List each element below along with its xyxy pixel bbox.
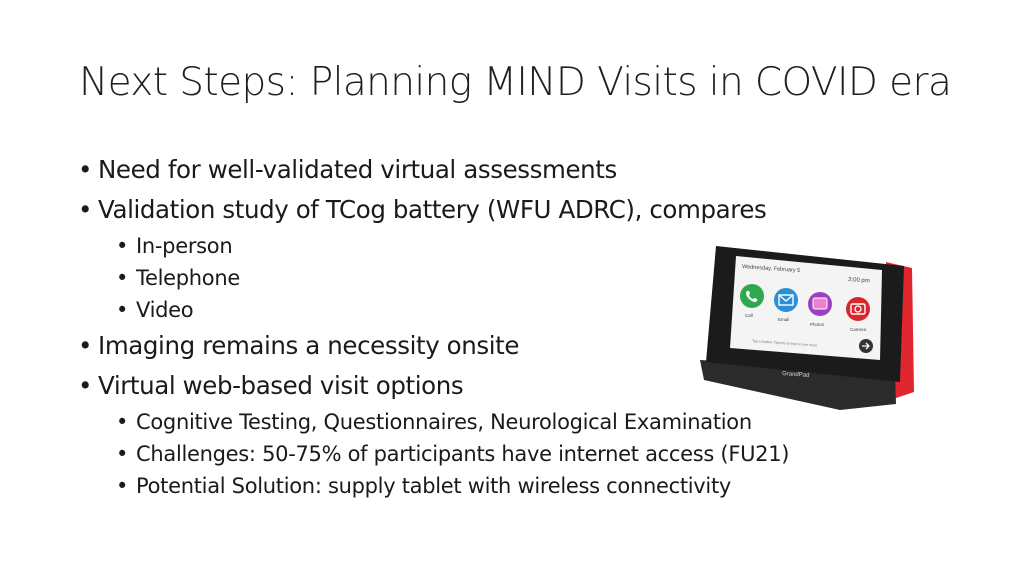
sub-bullet-item: • Video xyxy=(116,294,938,326)
brand-logo: GrandPad xyxy=(781,371,810,379)
sub-bullet-item: • Telephone xyxy=(116,262,938,294)
tablet-illustration xyxy=(690,232,920,417)
camera-icon xyxy=(846,297,870,321)
envelope-icon xyxy=(774,288,798,312)
bullet-item: • Validation study of TCog battery (WFU ADRC), compares xyxy=(78,190,938,230)
bullet-item: • Virtual web-based visit options xyxy=(78,366,938,406)
svg-text:Camera: Camera xyxy=(850,327,867,332)
sub-bullet-item: • Challenges: 50-75% of participants have internet access (FU21) xyxy=(116,438,938,470)
svg-text:Photos: Photos xyxy=(810,322,825,327)
sub-bullet-item: • In-person xyxy=(116,230,938,262)
phone-icon xyxy=(740,284,764,308)
tablet-image xyxy=(690,232,920,417)
tablet-date: Wednesday, February 5 xyxy=(741,264,801,275)
tablet-time: 3:00 pm xyxy=(847,277,870,285)
slide-title: Next Steps: Planning MIND Visits in COVID era xyxy=(79,60,952,105)
bullet-item: • Need for well-validated virtual assessments xyxy=(78,150,938,190)
bullet-item: • Imaging remains a necessity onsite xyxy=(78,326,938,366)
sub-bullet-item: • Potential Solution: supply tablet with wireless connectivity xyxy=(116,470,938,502)
svg-text:Call: Call xyxy=(745,313,753,318)
svg-text:Email: Email xyxy=(778,317,790,322)
tablet-hint: Tap a button. Tap the arrows to see more. xyxy=(751,339,819,348)
sub-bullet-item: • Cognitive Testing, Questionnaires, Neurological Examination xyxy=(116,406,938,438)
